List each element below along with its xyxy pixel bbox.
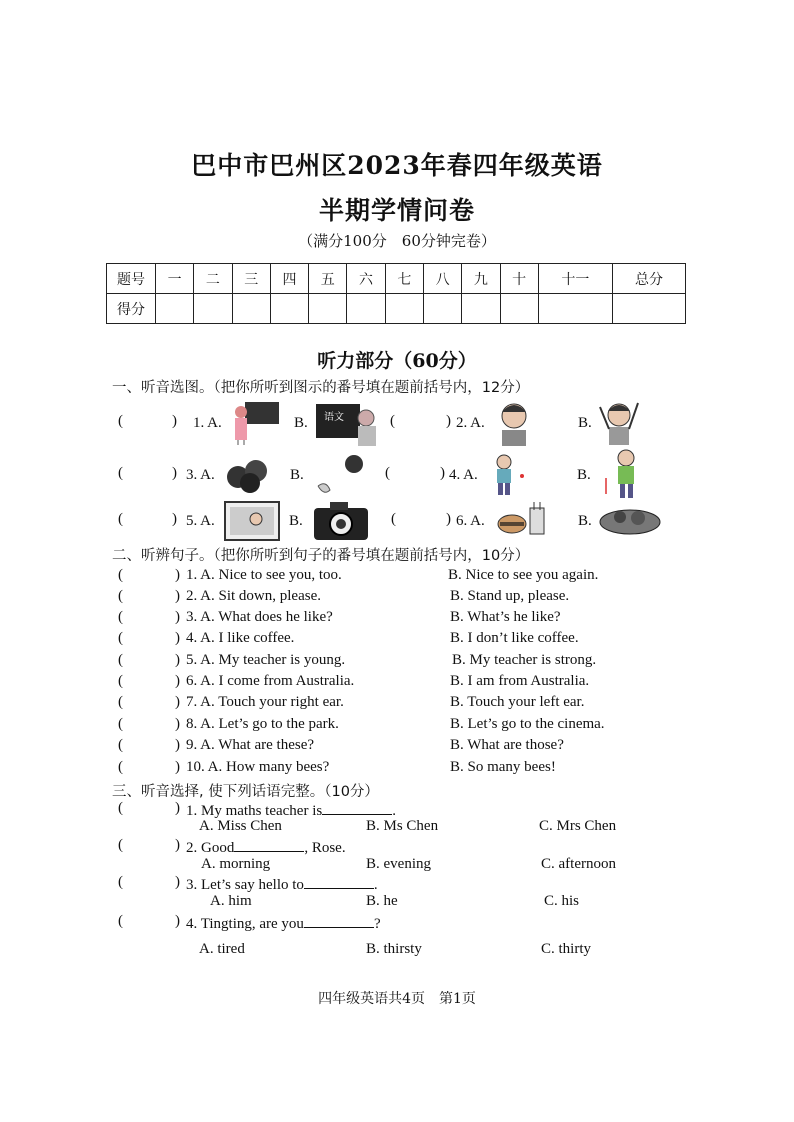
score-cell: 四 <box>270 264 308 294</box>
score-cell: 八 <box>423 264 461 294</box>
board-text: 语文 <box>324 412 344 423</box>
part2-heading: 二、听辨句子。（把你所听到句子的番号填在题前括号内，10分） <box>112 548 530 564</box>
question-text <box>186 874 378 894</box>
question-number: 1. A. <box>193 415 222 431</box>
score-table <box>106 263 686 324</box>
option-b-text: B. Nice to see you again. <box>448 567 599 583</box>
answer-paren-open: ( <box>118 588 123 604</box>
question-number: 6. A. <box>456 513 485 529</box>
answer-paren-open: ( <box>118 737 123 753</box>
food-plate-picture <box>598 502 662 538</box>
question-text <box>186 913 381 933</box>
answer-paren-close: ) <box>172 413 177 429</box>
exam-subtitle: （满分100分 60分钟完卷） <box>298 232 496 250</box>
option-a-text: 1. A. Nice to see you, too. <box>186 567 342 583</box>
teacher-blackboard-picture <box>229 398 281 446</box>
question-number: 4. A. <box>449 467 478 483</box>
answer-paren-open: ( <box>118 837 123 853</box>
option-a-text: 7. A. Touch your right ear. <box>186 694 344 710</box>
option-b-label: B. <box>578 513 592 529</box>
answer-paren-open: ( <box>390 413 395 429</box>
answer-blank[interactable] <box>234 837 304 852</box>
answer-paren-open: ( <box>391 511 396 527</box>
score-cell: 十一 <box>538 264 612 294</box>
answer-paren-close: ) <box>172 465 177 481</box>
answer-paren-close: ) <box>175 759 180 775</box>
boy-arms-up-picture <box>597 399 641 447</box>
apples-picture <box>224 455 272 495</box>
option-a-text: 3. A. What does he like? <box>186 609 333 625</box>
answer-paren-close: ) <box>175 874 180 890</box>
answer-paren-close: ) <box>175 716 180 732</box>
answer-paren-close: ) <box>440 465 445 481</box>
option-b-text: B. Stand up, please. <box>450 588 570 604</box>
answer-paren-close: ) <box>175 588 180 604</box>
answer-paren-close: ) <box>175 800 180 816</box>
answer-paren-close: ) <box>175 673 180 689</box>
answer-paren-close: ) <box>446 413 451 429</box>
score-cell: 一 <box>156 264 194 294</box>
score-input-cell[interactable] <box>270 294 308 324</box>
option-b-text: B. I am from Australia. <box>450 673 590 689</box>
answer-paren-open: ( <box>118 413 123 429</box>
score-cell: 二 <box>194 264 232 294</box>
score-cell: 十 <box>500 264 538 294</box>
option-b-text: B. My teacher is strong. <box>452 652 597 668</box>
girl-picture <box>600 448 644 500</box>
answer-paren-open: ( <box>118 652 123 668</box>
option-b-text: B. Touch your left ear. <box>450 694 585 710</box>
exam-title-line1: 巴中市巴州区2023年春四年级英语 <box>191 151 603 180</box>
score-cell: 九 <box>462 264 500 294</box>
score-cell: 三 <box>232 264 270 294</box>
score-input-cell[interactable] <box>194 294 232 324</box>
option-a-text: 2. A. Sit down, please. <box>186 588 321 604</box>
answer-paren-open: ( <box>118 511 123 527</box>
option-a-text: 8. A. Let’s go to the park. <box>186 716 339 732</box>
apple-and-core-picture <box>312 452 368 498</box>
question-stem: 1. My maths teacher is <box>186 803 323 819</box>
score-input-cell[interactable] <box>500 294 538 324</box>
exam-title-line2: 半期学情问卷 <box>318 196 475 225</box>
option-c-text: C. his <box>544 893 580 909</box>
option-c-text: C. Mrs Chen <box>539 818 617 834</box>
fast-food-picture <box>494 498 554 542</box>
option-b-text: B. What’s he like? <box>450 609 561 625</box>
answer-paren-close: ) <box>175 737 180 753</box>
answer-paren-close: ) <box>175 837 180 853</box>
score-input-cell[interactable] <box>423 294 461 324</box>
question-stem: 3. Let’s say hello to <box>186 877 304 893</box>
answer-blank[interactable] <box>322 800 392 815</box>
answer-paren-close: ) <box>175 652 180 668</box>
answer-paren-open: ( <box>118 874 123 890</box>
answer-blank[interactable] <box>304 874 374 889</box>
option-a-text: 4. A. I like coffee. <box>186 630 295 646</box>
score-input-cell[interactable] <box>347 294 385 324</box>
page-footer: 四年级英语共4页 第1页 <box>318 991 476 1007</box>
part3-heading: 三、听音选择, 使下列话语完整。（10分） <box>112 784 379 800</box>
answer-paren-open: ( <box>118 694 123 710</box>
option-b-text: B. thirsty <box>366 941 422 957</box>
score-table-score-row <box>107 294 686 324</box>
answer-paren-open: ( <box>118 609 123 625</box>
option-a-text: A. tired <box>199 941 245 957</box>
score-cell: 七 <box>385 264 423 294</box>
question-end: . <box>392 803 396 819</box>
question-text <box>186 837 346 857</box>
score-input-cell[interactable] <box>613 294 686 324</box>
answer-blank[interactable] <box>304 913 374 928</box>
question-number: 5. A. <box>186 513 215 529</box>
option-a-text: 9. A. What are these? <box>186 737 315 753</box>
option-a-text: A. Miss Chen <box>199 818 282 834</box>
option-b-label: B. <box>290 467 304 483</box>
answer-paren-close: ) <box>175 630 180 646</box>
option-a-text: 5. A. My teacher is young. <box>186 652 346 668</box>
question-number: 2. A. <box>456 415 485 431</box>
option-b-text: B. Let’s go to the cinema. <box>450 716 605 732</box>
question-stem: 2. Good <box>186 840 235 856</box>
option-b-text: B. evening <box>366 856 431 872</box>
score-cell: 五 <box>309 264 347 294</box>
option-b-label: B. <box>289 513 303 529</box>
answer-paren-open: ( <box>118 567 123 583</box>
camera-picture <box>312 500 370 542</box>
option-b-text: B. I don’t like coffee. <box>450 630 579 646</box>
option-b-label: B. <box>577 467 591 483</box>
option-b-text: B. he <box>366 893 398 909</box>
option-a-text: 10. A. How many bees? <box>186 759 330 775</box>
score-cell: 题号 <box>107 264 156 294</box>
answer-paren-open: ( <box>385 465 390 481</box>
option-a-text: A. him <box>210 893 252 909</box>
answer-paren-close: ) <box>172 511 177 527</box>
answer-paren-close: ) <box>175 567 180 583</box>
question-end: , Rose. <box>304 840 346 856</box>
answer-paren-open: ( <box>118 673 123 689</box>
score-cell: 六 <box>347 264 385 294</box>
option-b-text: B. So many bees! <box>450 759 556 775</box>
question-number: 3. A. <box>186 467 215 483</box>
question-text <box>186 800 396 820</box>
option-b-text: B. What are those? <box>450 737 564 753</box>
score-input-cell[interactable] <box>538 294 612 324</box>
option-b-label: B. <box>578 415 592 431</box>
question-end: ? <box>373 916 381 932</box>
score-table-header-row <box>107 264 686 294</box>
answer-paren-close: ) <box>446 511 451 527</box>
score-input-cell[interactable] <box>385 294 423 324</box>
question-stem: 4. Tingting, are you <box>186 916 304 932</box>
answer-paren-open: ( <box>118 759 123 775</box>
score-cell: 得分 <box>107 294 156 324</box>
boy-picture <box>494 400 534 448</box>
score-input-cell[interactable] <box>156 294 194 324</box>
answer-paren-close: ) <box>175 913 180 929</box>
answer-paren-close: ) <box>175 609 180 625</box>
answer-paren-open: ( <box>118 913 123 929</box>
score-input-cell[interactable] <box>309 294 347 324</box>
chinese-class-blackboard-picture <box>314 400 380 448</box>
question-end: . <box>373 877 378 893</box>
answer-paren-open: ( <box>118 716 123 732</box>
score-input-cell[interactable] <box>232 294 270 324</box>
boy-standing-picture <box>490 452 530 498</box>
photo-picture <box>222 499 282 543</box>
answer-paren-close: ) <box>175 694 180 710</box>
part1-heading: 一、听音选图。（把你所听到图示的番号填在题前括号内，12分） <box>112 380 530 396</box>
answer-paren-open: ( <box>118 800 123 816</box>
option-b-label: B. <box>294 415 308 431</box>
option-a-text: A. morning <box>201 856 271 872</box>
option-a-text: 6. A. I come from Australia. <box>186 673 355 689</box>
option-c-text: C. afternoon <box>541 856 616 872</box>
score-input-cell[interactable] <box>462 294 500 324</box>
answer-paren-open: ( <box>118 630 123 646</box>
score-cell: 总分 <box>613 264 686 294</box>
option-c-text: C. thirty <box>541 941 592 957</box>
answer-paren-open: ( <box>118 465 123 481</box>
listening-section-title: 听力部分（60分） <box>317 350 477 372</box>
option-b-text: B. Ms Chen <box>366 818 439 834</box>
